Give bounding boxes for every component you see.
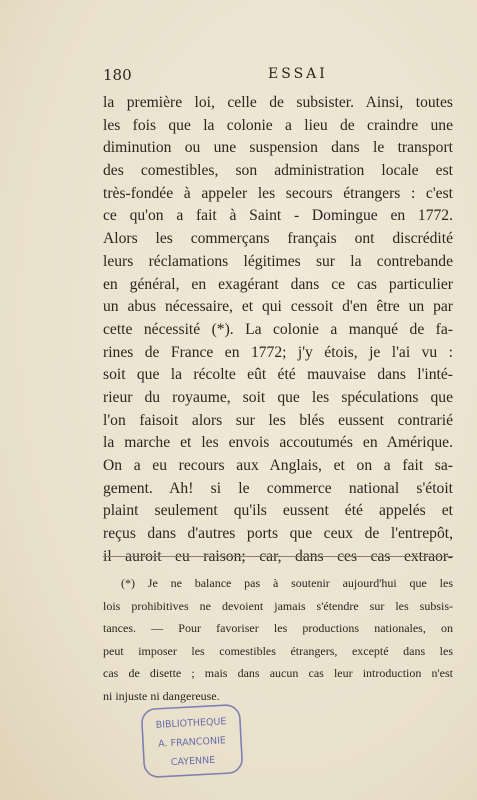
footnote (103, 572, 453, 707)
text-line: On a eu recours aux Anglais, et on a fait sa- (103, 457, 453, 474)
text-line: en général, en exagérant dans ce cas particulier (103, 275, 453, 293)
text-line: rines de France en 1772; j'y étois, je l'ai vu : (103, 343, 453, 361)
text-line: très-fondée à appeler les secours étrangers : c'est (103, 184, 453, 202)
text-line: les fois que la colonie a lieu de craindre une (103, 116, 453, 134)
page-number: 180 (103, 66, 132, 84)
text-line: la première loi, celle de subsister. Ainsi, toutes (103, 94, 453, 111)
text-line: soit que la récolte eût été mauvaise dans l'inté- (103, 366, 453, 384)
footnote-line: peut imposer les comestibles étrangers, excepté dans les (103, 643, 453, 658)
footnote-line: cas de disette ; mais dans aucun cas leur introduction n'est (103, 666, 453, 680)
footnote-line: lois prohibitives ne devoient jamais s'étendre sur les subsis- (103, 598, 453, 613)
text-line: leurs réclamations légitimes sur la contrebande (103, 252, 453, 270)
text-line: la marche et les envois accoutumés en Amérique. (103, 434, 453, 452)
text-line: diminution ou une suspension dans le transport (103, 139, 453, 157)
running-title: ESSAI (268, 66, 328, 82)
text-line: cette nécessité (*). La colonie a manqué de fa- (103, 320, 453, 338)
text-line: rieur du royaume, soit que les spéculations que (103, 388, 453, 406)
footnote-line: (*) Je ne balance pas à soutenir aujourd'hui que les (121, 576, 453, 590)
stamp-line-2: A. FRANCONIE (157, 735, 227, 750)
text-line: un abus nécessaire, et qui cessoit d'en être un par (103, 298, 453, 316)
text-line: il auroit eu raison; car, dans ces cas extraor- (103, 547, 453, 565)
text-line: des comestibles, son administration locale est (103, 162, 453, 180)
footnote-divider (103, 556, 453, 557)
library-stamp (138, 701, 246, 780)
footnote-line: ni injuste ni dangereuse. (103, 688, 220, 703)
stamp-line-1: BIBLIOTHEQUE (155, 716, 227, 731)
text-line: ce qu'on a fait à Saint - Domingue en 1772. (103, 207, 453, 225)
text-line: plaint seulement qu'ils eussent été appelés et (103, 502, 453, 520)
main-text (103, 92, 453, 568)
page-header (103, 66, 453, 86)
footnote-line: tances. — Pour favoriser les productions nationales, on (103, 621, 453, 635)
stamp-line-3: CAYENNE (170, 754, 216, 769)
text-line: reçus dans d'autres ports que ceux de l'entrepôt, (103, 525, 453, 543)
text-line: Alors les commerçans français ont discrédité (103, 230, 453, 248)
text-line: gement. Ah! si le commerce national s'étoit (103, 479, 453, 497)
text-line: l'on faisoit alors sur les blés eussent contrarié (103, 411, 453, 429)
